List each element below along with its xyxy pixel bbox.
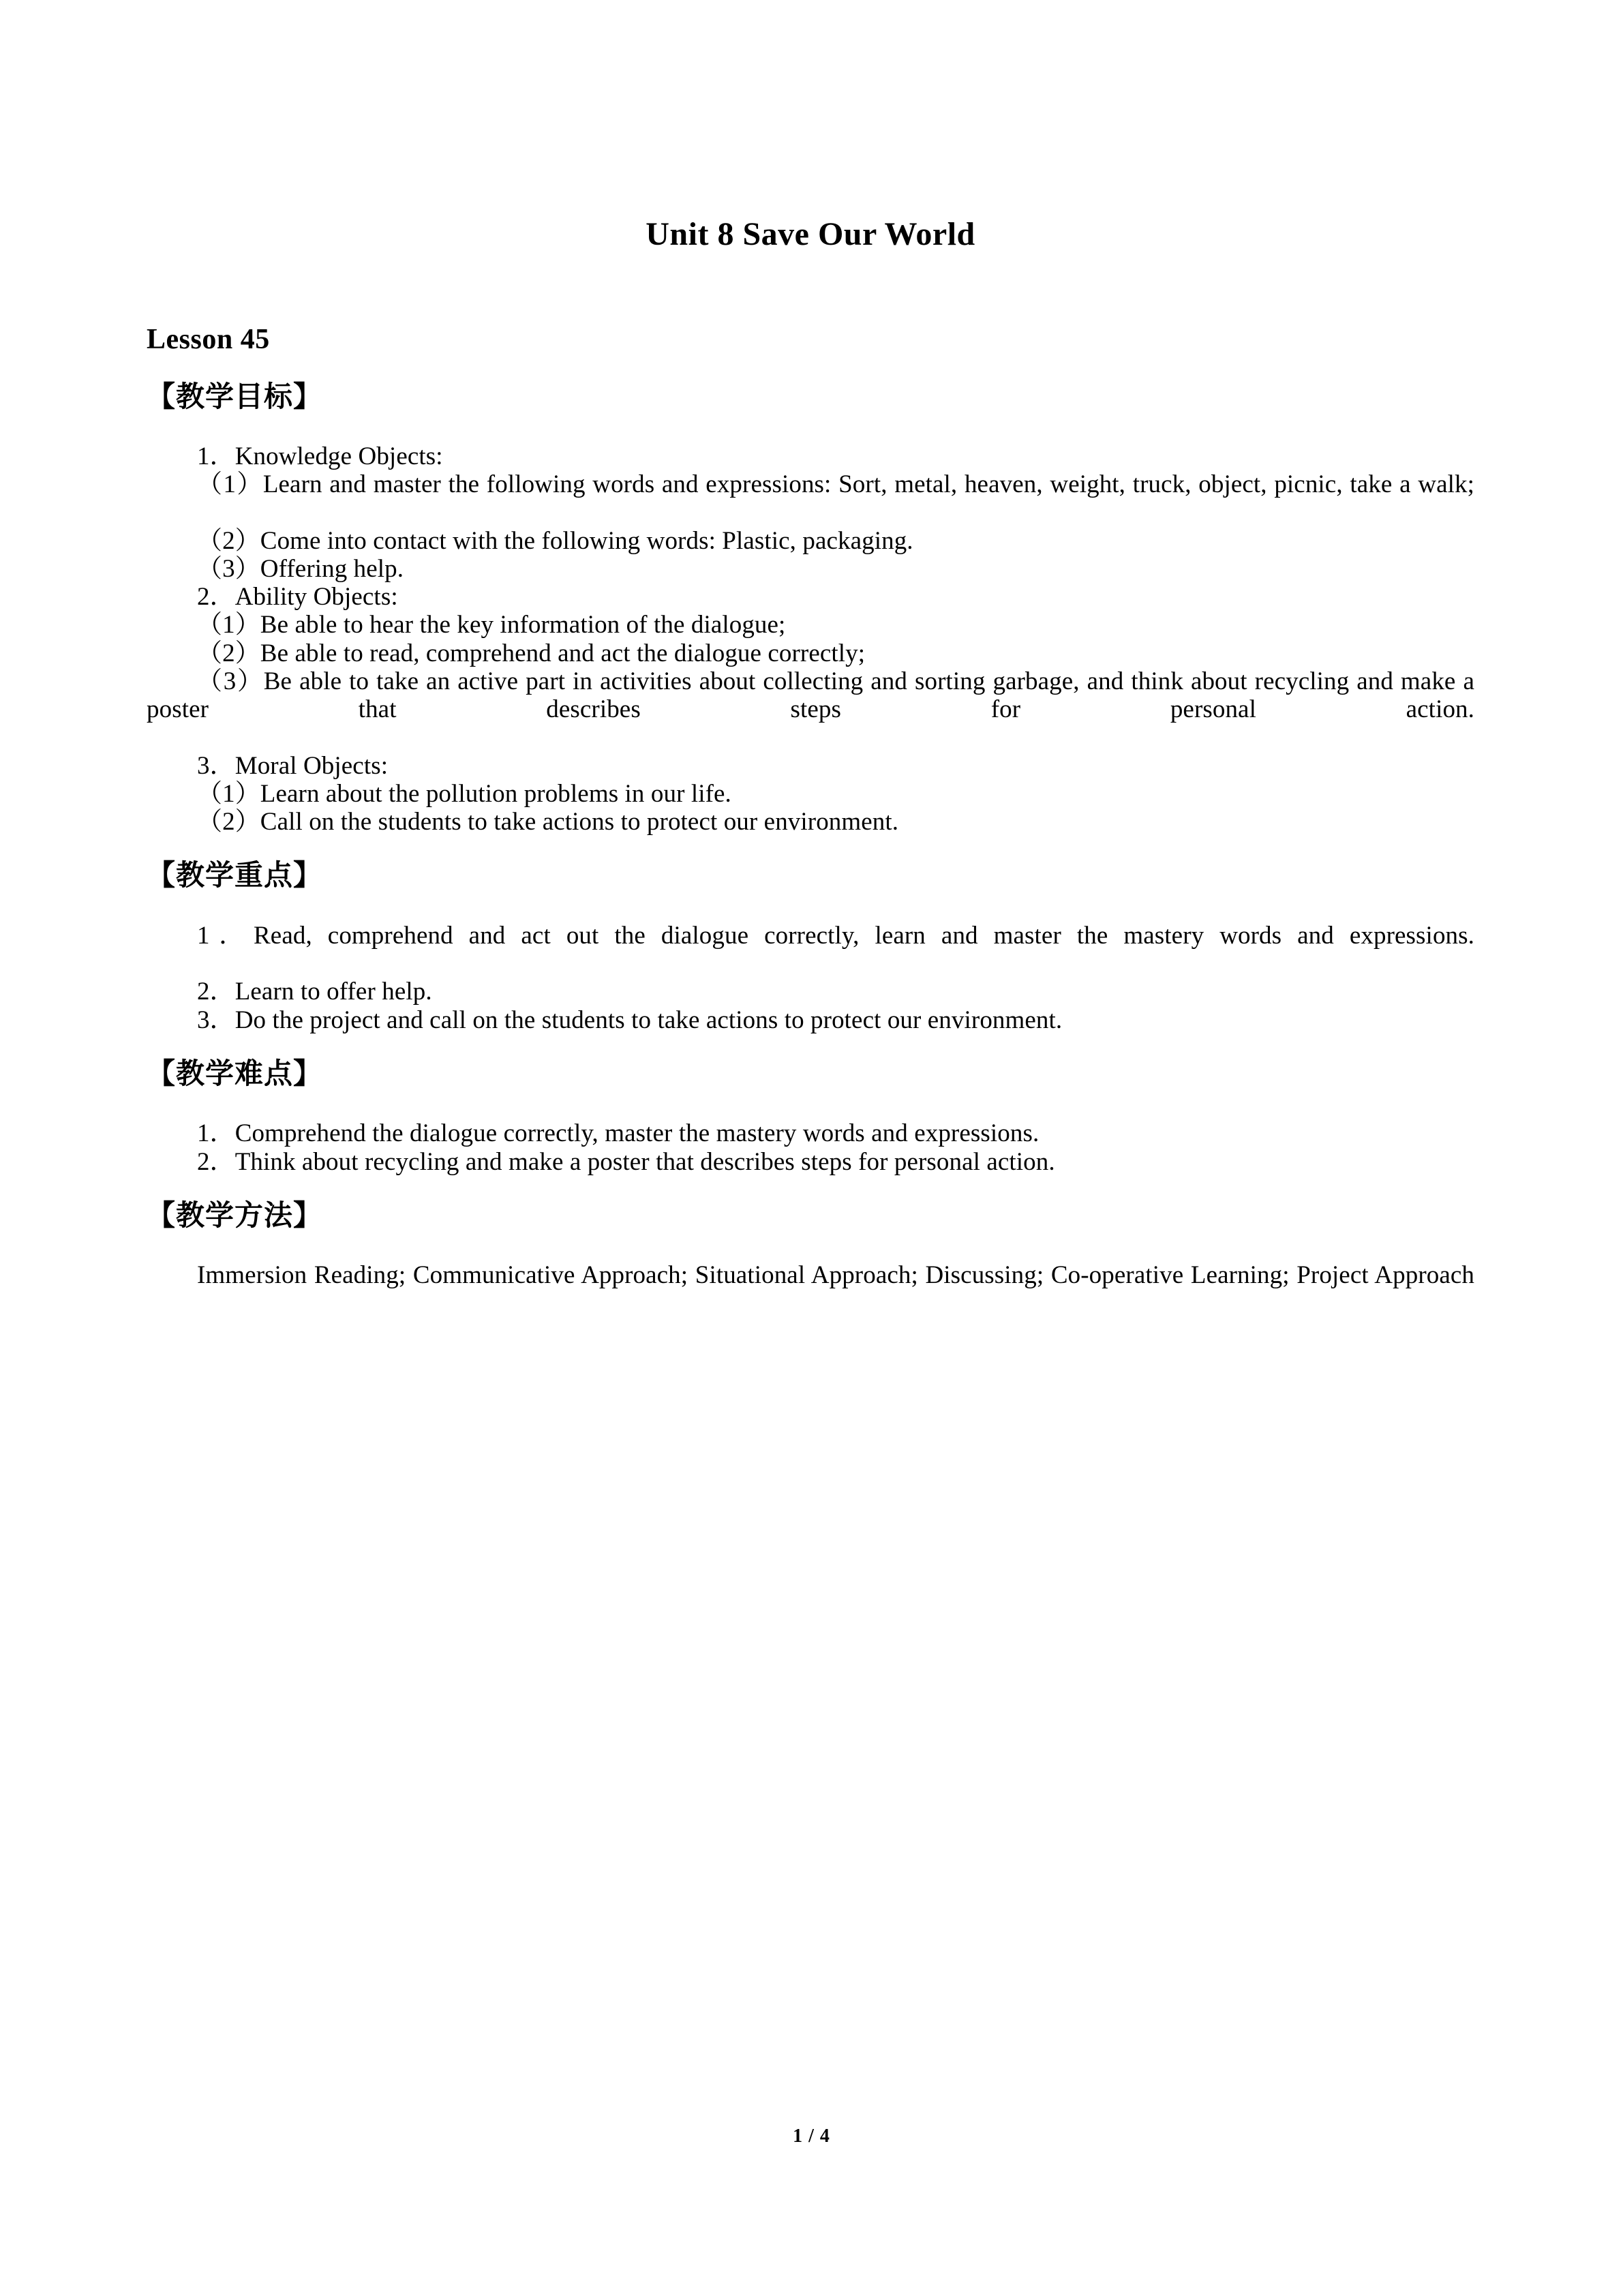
objective-item-4: （3）Offering help. <box>197 554 404 583</box>
method-item-1: Immersion Reading; Communicative Approach; Situational Approach; Discussing; Co-operative Learning; Project Approach <box>197 1261 1474 1290</box>
section-heading-difficulties-label: 【教学难点】 <box>147 1056 323 1090</box>
section-heading-key-points <box>147 858 1474 893</box>
document-content <box>147 0 1474 1318</box>
objective-item-9: 3．Moral Objects: <box>197 751 389 780</box>
difficulty-item-2: 2．Think about recycling and make a poster that describes steps for personal action. <box>197 1147 1055 1176</box>
heading-spacer-2 <box>147 836 1474 858</box>
section-heading-methods <box>147 1198 1474 1233</box>
page-title: Unit 8 Save Our World <box>646 216 975 252</box>
objective-item-6: （1）Be able to hear the key information of the dialogue; <box>197 611 786 639</box>
key-point-item-3: 3．Do the project and call on the students to take actions to protect our environment. <box>197 1006 1063 1034</box>
objective-item-2: （1）Learn and master the following words and expressions: Sort, metal, heaven, weight, truck, object, picnic, take a walk; <box>197 470 1474 499</box>
objective-item-8: （3）Be able to take an active part in activities about collecting and sorting garbage, and think about recycling and make a poster that describes steps for personal action. <box>147 667 1474 724</box>
page-footer: 1 / 4 <box>793 2126 830 2147</box>
heading-spacer-1 <box>147 357 1474 380</box>
key-point-item-2: 2．Learn to offer help. <box>197 978 432 1006</box>
heading-spacer-4 <box>147 1176 1474 1198</box>
objective-item-5: 2．Ability Objects: <box>197 583 398 611</box>
key-point-item-1: 1．Read, comprehend and act out the dialogue correctly, learn and master the mastery words and expressions. <box>197 921 1474 950</box>
section-heading-objectives-label: 【教学目标】 <box>147 379 323 413</box>
objective-item-10: （1）Learn about the pollution problems in our life. <box>197 779 731 808</box>
objective-item-7: （2）Be able to read, comprehend and act the dialogue correctly; <box>197 639 866 667</box>
section-spacer-1 <box>147 414 1474 442</box>
section-heading-methods-label: 【教学方法】 <box>147 1198 323 1232</box>
section-spacer-2 <box>147 894 1474 922</box>
section-spacer-3 <box>147 1091 1474 1119</box>
difficulty-item-1: 1．Comprehend the dialogue correctly, master the mastery words and expressions. <box>197 1119 1040 1148</box>
section-heading-objectives <box>147 380 1474 414</box>
section-heading-difficulties <box>147 1057 1474 1091</box>
section-heading-key-points-label: 【教学重点】 <box>147 858 323 892</box>
section-spacer-4 <box>147 1233 1474 1261</box>
lesson-heading: Lesson 45 <box>147 324 270 356</box>
objective-item-11: （2）Call on the students to take actions to protect our environment. <box>197 808 899 836</box>
heading-spacer-3 <box>147 1034 1474 1057</box>
objective-item-1: 1．Knowledge Objects: <box>197 442 443 470</box>
objective-item-3: （2）Come into contact with the following words: Plastic, packaging. <box>197 526 913 555</box>
